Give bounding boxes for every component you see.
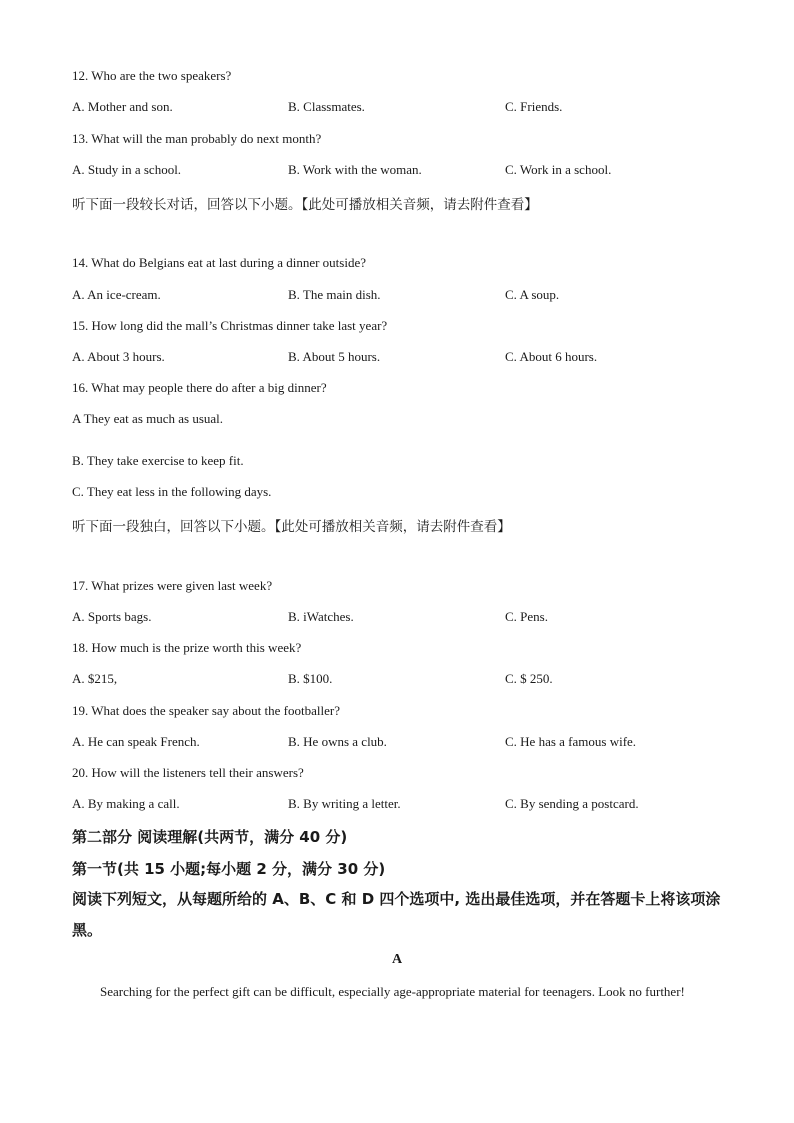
option-c: C. He has a famous wife.: [505, 734, 637, 749]
question-16: 16. What may people there do after a big dinner?: [72, 380, 327, 395]
option-b: B. By writing a letter.: [288, 796, 401, 811]
option-c: C. About 6 hours.: [505, 349, 598, 364]
reading-instructions: 阅读下列短文，从每题所给的 A、B、C 和 D 四个选项中, 选出最佳选项，并在答题卡上将该项涂黑。: [72, 890, 721, 939]
option-b: B. The main dish.: [288, 287, 381, 302]
option-a: A. About 3 hours.: [72, 349, 165, 364]
question-20: 20. How will the listeners tell their answers?: [72, 765, 304, 780]
option-c: C. They eat less in the following days.: [72, 484, 272, 499]
option-a: A. Study in a school.: [72, 162, 182, 177]
option-a: A. Mother and son.: [72, 99, 173, 114]
option-c: C. By sending a postcard.: [505, 796, 639, 811]
option-a: A. He can speak French.: [72, 734, 200, 749]
part-two-header: 第二部分 阅读理解(共两节，满分 40 分): [72, 828, 348, 846]
option-b: B. They take exercise to keep fit.: [72, 453, 244, 468]
option-c: C. $ 250.: [505, 671, 553, 686]
option-c: C. Friends.: [505, 99, 563, 114]
question-17: 17. What prizes were given last week?: [72, 578, 273, 593]
option-b: B. About 5 hours.: [288, 349, 381, 364]
question-14: 14. What do Belgians eat at last during a dinner outside?: [72, 255, 366, 270]
option-a: A. Sports bags.: [72, 609, 152, 624]
question-19: 19. What does the speaker say about the footballer?: [72, 703, 340, 718]
section-one-header: 第一节(共 15 小题;每小题 2 分，满分 30 分): [72, 860, 386, 878]
option-b: B. $100.: [288, 671, 333, 686]
listening-instruction-2: 听下面一段独白，回答以下小题。【此处可播放相关音频，请去附件查看】: [72, 519, 511, 535]
question-13: 13. What will the man probably do next month?: [72, 131, 322, 146]
option-b: B. Work with the woman.: [288, 162, 422, 177]
option-b: B. Classmates.: [288, 99, 365, 114]
option-c: C. A soup.: [505, 287, 560, 302]
question-18: 18. How much is the prize worth this week?: [72, 640, 302, 655]
option-b: B. iWatches.: [288, 609, 354, 624]
option-a: A They eat as much as usual.: [72, 411, 224, 426]
option-b: B. He owns a club.: [288, 734, 387, 749]
option-a: A. By making a call.: [72, 796, 180, 811]
question-12: 12. Who are the two speakers?: [72, 68, 232, 83]
option-c: C. Pens.: [505, 609, 548, 624]
option-a: A. An ice-cream.: [72, 287, 161, 302]
question-15: 15. How long did the mall’s Christmas dinner take last year?: [72, 318, 388, 333]
listening-instruction-1: 听下面一段较长对话，回答以下小题。【此处可播放相关音频，请去附件查看】: [72, 197, 538, 213]
option-a: A. $215,: [72, 671, 118, 686]
passage-label: A: [391, 952, 403, 967]
option-c: C. Work in a school.: [505, 162, 612, 177]
passage-text: Searching for the perfect gift can be difficult, especially age-appropriate material for teenagers. Look no further!: [100, 984, 685, 999]
